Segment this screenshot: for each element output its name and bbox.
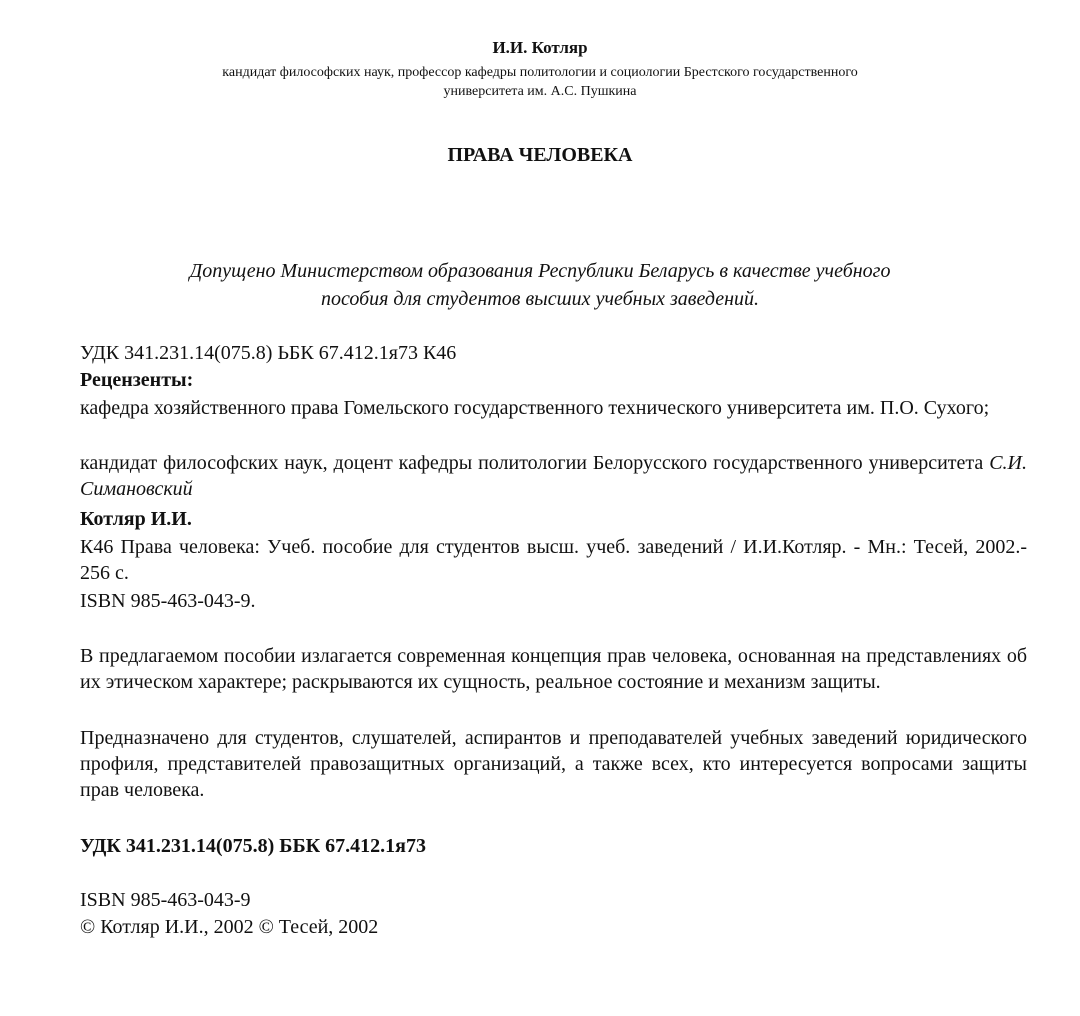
bib-entry: К46 Права человека: Учеб. пособие для студентов высш. учеб. заведений / И.И.Котляр. - Мн.: Тесей, 2002.- 256 с. [80, 536, 1027, 584]
document-title: ПРАВА ЧЕЛОВЕКА [447, 144, 633, 166]
reviewer-2-text: кандидат философских наук, доцент кафедры политологии Белорусского государственного университета [80, 452, 990, 474]
affiliation-line-1: кандидат философских наук, профессор кафедры политологии и социологии Брестского государственного [222, 65, 858, 80]
author-affiliation [100, 63, 980, 101]
reviewer-1: кафедра хозяйственного права Гомельского государственного технического университета им. П.О. Сухого; [80, 397, 990, 419]
bib-author-heading: Котляр И.И. [80, 508, 192, 530]
approval-line-1: Допущено Министерством образования Республики Беларусь в качестве учебного [189, 260, 891, 282]
reviewer-2 [80, 450, 1027, 502]
annotation-paragraph-1: В предлагаемом пособии излагается современная концепция прав человека, основанная на представлениях об их этическом характере; раскрываются их сущность, реальное состояние и механизм защиты. [80, 645, 1027, 693]
approval-statement [70, 257, 1010, 313]
classification-line: УДК 341.231.14(075.8) ЬБК 67.412.1я73 К46 [80, 342, 457, 364]
reviewers-heading: Рецензенты: [80, 369, 194, 391]
annotation-paragraph-2: Предназначено для студентов, слушателей, аспирантов и преподавателей учебных заведений юридического профиля, представителей правозащитных организаций, а также всех, кто интересуется вопросами защиты прав человека. [80, 727, 1027, 801]
footer-isbn: ISBN 985-463-043-9 [80, 889, 251, 911]
copyright-line: © Котляр И.И., 2002 © Тесей, 2002 [80, 916, 379, 938]
bib-isbn: ISBN 985-463-043-9. [80, 590, 256, 612]
author-name: И.И. Котляр [492, 38, 588, 57]
reviewer-2-name: С.И. Симановский [80, 452, 1027, 500]
footer-classification: УДК 341.231.14(075.8) ББК 67.412.1я73 [80, 835, 427, 857]
affiliation-line-2: университета им. А.С. Пушкина [443, 84, 637, 99]
approval-line-2: пособия для студентов высших учебных заведений. [320, 288, 760, 310]
